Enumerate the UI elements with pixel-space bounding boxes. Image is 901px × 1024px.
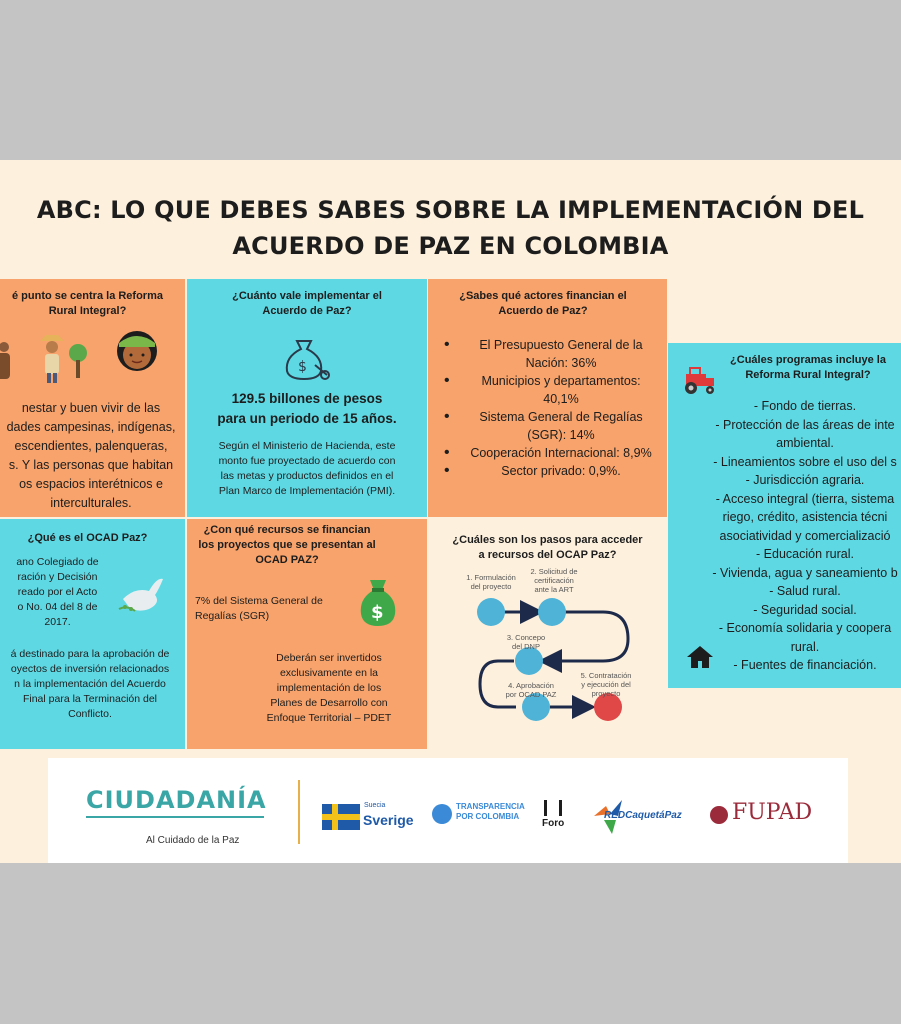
ocad-box — [0, 519, 185, 749]
step-2-circle — [538, 598, 566, 626]
text-line: n la implementación del Acuerdo — [14, 678, 166, 690]
step-4-label — [496, 681, 566, 699]
text-line: s. Y las personas que habitan — [8, 458, 174, 472]
step-3-label — [496, 633, 556, 651]
red-caqueta-logo: REDCaquetáPaz — [604, 810, 682, 821]
svg-text:$: $ — [371, 602, 384, 623]
ocad-definition — [0, 555, 115, 630]
heading-line: ¿Con qué recursos se financian — [203, 524, 371, 536]
programas-list — [680, 397, 901, 675]
text-line: Final para la Terminación del — [22, 693, 158, 705]
list-item — [432, 444, 664, 462]
text-line: Conflicto. — [68, 708, 112, 720]
infographic — [0, 160, 901, 863]
actores-list — [432, 336, 664, 480]
tree-icon — [69, 344, 87, 378]
woman-icon — [117, 331, 157, 371]
text-line: os espacios interétnicos e — [19, 477, 163, 491]
label-line: por OCAD PAZ — [505, 690, 557, 699]
step-5-label — [572, 671, 640, 698]
text-line: nestar y buen vivir de las — [21, 401, 161, 415]
text-line: Plan Marco de Implementación (PMI). — [218, 485, 396, 497]
heading-line: OCAD PAZ? — [255, 554, 319, 566]
label-line: ante la ART — [534, 585, 574, 594]
transparencia-icon — [432, 804, 452, 824]
item-line: (SGR): 14% — [527, 428, 595, 442]
ocad-purpose — [0, 647, 180, 722]
recursos-heading — [187, 523, 387, 568]
text-line: exclusivamente en la — [279, 667, 379, 679]
label-line: del proyecto — [470, 582, 512, 591]
logo-text: TRANSPARENCIA — [456, 802, 525, 811]
heading-line: los proyectos que se presentan al — [198, 539, 376, 551]
label-line: proyecto — [591, 689, 621, 698]
reforma-box — [0, 279, 185, 517]
title-line: ACUERDO DE PAZ EN COLOMBIA — [232, 232, 669, 260]
text-line: monto fue proyectado de acuerdo con — [218, 455, 396, 467]
title-line: ABC: LO QUE DEBES SABES SOBRE LA IMPLEMENTACIÓN DEL — [36, 196, 865, 224]
text-line: Deberán ser invertidos — [276, 652, 382, 664]
ciudadania-logo: CIUDADANÍA — [86, 786, 267, 814]
program-item: - Fondo de tierras. — [753, 399, 857, 413]
list-item — [432, 336, 664, 372]
program-item: - Educación rural. — [756, 547, 854, 561]
program-item: - Vivienda, agua y saneamiento b — [712, 565, 898, 580]
ocad-heading — [0, 531, 175, 546]
people-illustration — [0, 327, 185, 389]
logo-text: POR COLOMBIA — [456, 812, 520, 821]
program-item: - Seguridad social. — [753, 602, 857, 617]
fupad-icon — [710, 806, 728, 824]
text-line: implementación de los — [276, 682, 382, 694]
page-title — [0, 192, 901, 264]
list-item — [432, 408, 664, 444]
text-line: dades campesinas, indígenas, — [6, 420, 176, 434]
heading-line: Acuerdo de Paz? — [498, 305, 588, 317]
heading-line: ¿Cuáles son los pasos para acceder — [452, 534, 643, 546]
list-item — [432, 462, 664, 480]
text-line: Planes de Desarrollo con — [270, 697, 388, 709]
costo-text — [187, 439, 427, 499]
reforma-heading — [0, 289, 175, 319]
actores-heading — [428, 289, 658, 319]
programas-heading — [708, 353, 901, 383]
item-line: • Sistema General de Regalías — [479, 410, 643, 424]
program-item: asociatividad y comercializació — [719, 528, 891, 543]
step-1-circle — [477, 598, 505, 626]
ciudadania-subtitle: Al Cuidado de la Paz — [146, 835, 240, 846]
costo-amount — [187, 389, 427, 429]
program-item: - Acceso integral (tierra, sistema — [715, 491, 895, 506]
label-line: del DNP — [512, 642, 540, 651]
label-line: 3. Concepo — [506, 633, 546, 642]
text-line: Enfoque Territorial – PDET — [266, 712, 392, 724]
fupad-logo: FUPAD — [732, 800, 813, 825]
text-line: o No. 04 del 8 de — [17, 601, 98, 613]
heading-line: Reforma Rural Integral? — [745, 369, 871, 381]
text-line: interculturales. — [50, 496, 132, 510]
text-line: oyectos de inversión relacionados — [10, 663, 170, 675]
amount-line: para un periodo de 15 años. — [217, 411, 397, 426]
house-icon — [687, 645, 713, 669]
step-1-label — [456, 573, 526, 591]
svg-text:$: $ — [298, 359, 307, 375]
foro-logo: Foro — [542, 818, 565, 829]
program-item: - Protección de las áreas de inte — [715, 417, 895, 432]
farmer-icon — [40, 335, 64, 383]
costo-heading — [187, 289, 427, 319]
heading-line: a recursos del OCAP Paz? — [478, 549, 617, 561]
recursos-sgr — [195, 594, 345, 624]
heading-line: Rural Integral? — [48, 305, 127, 317]
item-line: • Sector privado: 0,9%. — [501, 464, 621, 478]
item-line: • El Presupuesto General de la — [479, 338, 643, 352]
item-line: Nación: 36% — [525, 356, 597, 370]
program-item: - Economía solidaria y coopera — [718, 621, 892, 635]
pasos-box — [428, 519, 667, 749]
actores-box — [428, 279, 667, 517]
sverige-label: Sverige — [363, 812, 414, 828]
dollar-bag-icon — [357, 576, 399, 628]
text-line: á destinado para la aprobación de — [10, 648, 170, 660]
amount-line: 129.5 billones de pesos — [231, 391, 383, 406]
reforma-text — [0, 399, 182, 513]
heading-line: ¿Sabes qué actores financian el — [459, 290, 627, 302]
step-2-label — [524, 567, 584, 594]
heading-line: é punto se centra la Reforma — [12, 290, 163, 302]
program-item: - Fuentes de financiación. — [733, 658, 877, 672]
recursos-box — [187, 519, 427, 749]
programas-box — [668, 343, 901, 688]
item-line: 40,1% — [543, 392, 579, 406]
text-line: las metas y productos definidos en el — [220, 470, 394, 482]
transparencia-logo — [456, 802, 525, 822]
label-line: y ejecución del — [581, 680, 631, 689]
money-bag-icon — [279, 329, 331, 381]
program-item: - Jurisdicción agraria. — [745, 473, 865, 487]
text-line: 7% del Sistema General de — [195, 595, 323, 607]
item-line: • Municipios y departamentos: — [481, 374, 641, 388]
text-line: 2017. — [44, 616, 71, 628]
label-line: certificación — [534, 576, 574, 585]
recursos-text — [249, 651, 409, 726]
costo-box — [187, 279, 427, 517]
label-line: 1. Formulación — [466, 573, 516, 582]
heading-line: ¿Cuánto vale implementar el — [232, 290, 382, 302]
program-item: rural. — [790, 639, 820, 654]
text-line: ano Colegiado de — [16, 556, 99, 568]
text-line: Según el Ministerio de Hacienda, este — [218, 440, 396, 452]
program-item: - Salud rural. — [769, 584, 841, 598]
text-line: escendientes, palenqueras, — [14, 439, 168, 453]
logo-underline — [86, 816, 264, 818]
logos-strip — [48, 758, 848, 863]
step-3-circle — [515, 647, 543, 675]
heading-line: Acuerdo de Paz? — [262, 305, 352, 317]
program-item: riego, crédito, asistencia técni — [722, 510, 888, 524]
logo-divider — [298, 780, 300, 844]
dove-icon — [115, 569, 167, 621]
text-line: ración y Decisión — [17, 571, 98, 583]
foro-icon — [544, 800, 562, 816]
heading-line: ¿Cuáles programas incluye la — [730, 354, 886, 366]
program-item: ambiental. — [776, 436, 834, 450]
text-line: reado por el Acto — [17, 586, 98, 598]
sweden-flag-icon — [322, 804, 360, 830]
label-line: 5. Contratación — [580, 671, 632, 680]
heading-line: ¿Qué es el OCAD Paz? — [27, 532, 148, 544]
label-line: 2. Solicitud de — [530, 567, 578, 576]
suecia-label: Suecia — [364, 802, 386, 809]
item-line: • Cooperación Internacional: 8,9% — [470, 446, 652, 460]
person-icon — [0, 342, 10, 379]
list-item — [432, 372, 664, 408]
text-line: Regalías (SGR) — [195, 610, 270, 622]
program-item: - Lineamientos sobre el uso del s — [713, 454, 897, 469]
label-line: 4. Aprobación — [508, 681, 554, 690]
